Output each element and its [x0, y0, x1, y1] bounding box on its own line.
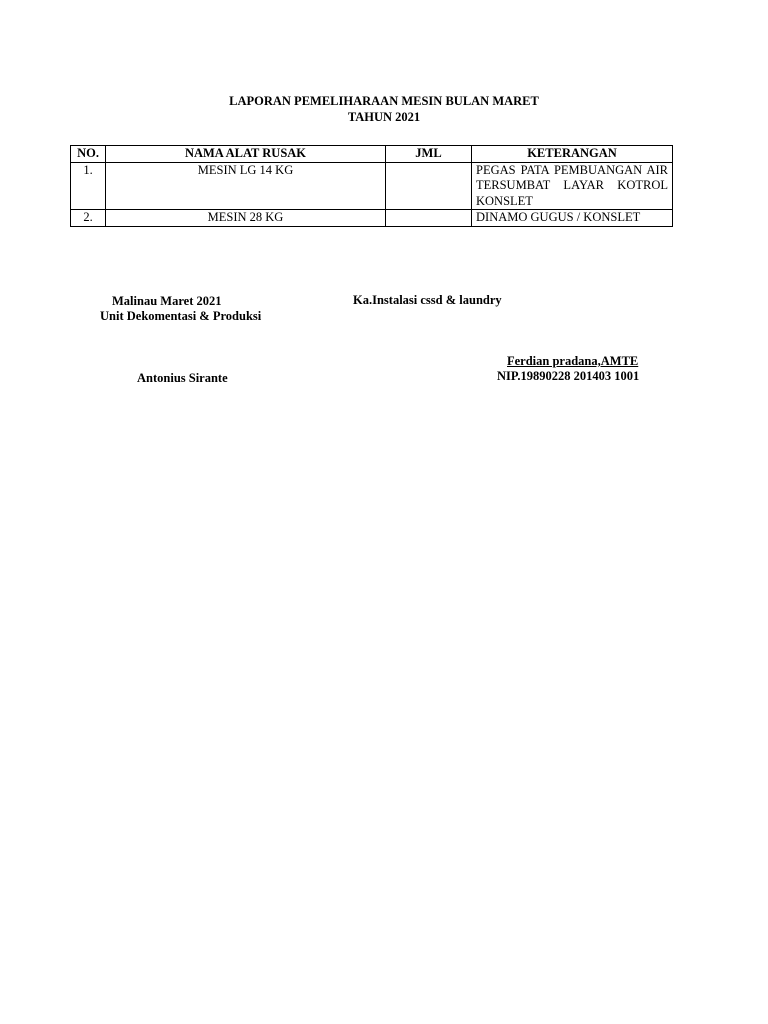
signature-unit: Unit Dekomentasi & Produksi — [100, 309, 262, 323]
row-jml — [386, 162, 472, 210]
header-nama-alat-rusak: NAMA ALAT RUSAK — [106, 146, 386, 163]
row-nama-alat: MESIN 28 KG — [106, 210, 386, 227]
signature-left-name: Antonius Sirante — [137, 371, 228, 385]
document-title-line-2: TAHUN 2021 — [347, 110, 421, 124]
row-no: 2. — [71, 210, 106, 227]
row-no: 1. — [71, 162, 106, 210]
header-no: NO. — [71, 146, 106, 163]
header-jml: JML — [386, 146, 472, 163]
row-jml — [386, 210, 472, 227]
signature-right-position: Ka.Instalasi cssd & laundry — [353, 293, 502, 307]
signature-right-nip: NIP.19890228 201403 1001 — [497, 369, 640, 383]
row-nama-alat: MESIN LG 14 KG — [106, 162, 386, 210]
row-keterangan: DINAMO GUGUS / KONSLET — [472, 210, 673, 227]
table-row — [71, 210, 673, 227]
signature-right-name: Ferdian pradana,AMTE — [507, 354, 639, 368]
signature-place-date: Malinau Maret 2021 — [112, 294, 222, 308]
row-keterangan: PEGAS PATA PEMBUANGAN AIR TERSUMBAT LAYAR KOTROL KONSLET — [472, 162, 673, 210]
document-title-line-1: LAPORAN PEMELIHARAAN MESIN BULAN MARET — [229, 94, 539, 108]
header-keterangan: KETERANGAN — [472, 146, 673, 163]
maintenance-table — [70, 145, 673, 227]
table-header-row — [71, 146, 673, 163]
table-row — [71, 162, 673, 210]
